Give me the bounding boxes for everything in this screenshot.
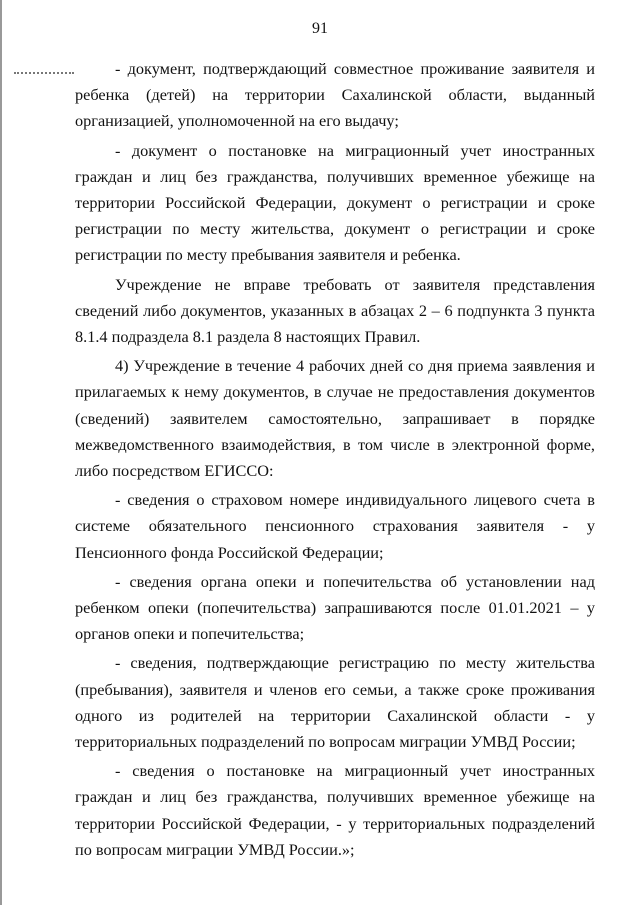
paragraph-residence-registration-info: - сведения, подтверждающие регистрацию по месту жительства (пребывания), заявителя и членов его семьи, а также сроке проживания одного из родителей на территории Сахалинской области - у территориальных подразделений по вопросам миграции УМВД России;	[75, 653, 595, 752]
document-body	[75, 56, 595, 863]
scan-artifact-dots	[14, 72, 74, 76]
paragraph-guardianship-info: - сведения органа опеки и попечительства об установлении над ребенком опеки (попечительства) запрашиваются после 01.01.2021 – у органов опеки и попечительства;	[75, 571, 595, 644]
paragraph-migration-registration-document: - документ о постановке на миграционный учет иностранных граждан и лиц без гражданства, получивших временное убежище на территории Российской Федерации, документ о регистрации и сроке регистрации по месту жительства, документ о регистрации и сроке регистрации по месту пребывания заявителя и ребенка.	[75, 140, 595, 265]
paragraph-pension-fund-info: - сведения о страховом номере индивидуального лицевого счета в системе обязательного пенсионного страхования заявителя - у Пенсионного фонда Российской Федерации;	[75, 490, 595, 562]
paragraph-migration-registration-info: - сведения о постановке на миграционный учет иностранных граждан и лиц без гражданства, получивших временное убежище на территории Российской Федерации, - у территориальных подразделений по вопросам миграции УМВД России.»;	[75, 761, 595, 859]
paragraph-institution-restriction: Учреждение не вправе требовать от заявителя представления сведений либо документов, указанных в абзацах 2 – 6 подпункта 3 пункта 8.1.4 подраздела 8.1 раздела 8 настоящих Правил.	[75, 274, 595, 347]
page-number: 91	[312, 20, 328, 37]
paragraph-interagency-request: 4) Учреждение в течение 4 рабочих дней со дня приема заявления и прилагаемых к нему документов, в случае не предоставления документов (сведений) заявителем самостоятельно, запрашивает в порядке межведомственного взаимодействия, в том числе в электронной форме, либо посредством ЕГИССО:	[75, 356, 595, 481]
scan-edge-shadow	[0, 0, 2, 905]
paragraph-cohabitation-document: - документ, подтверждающий совместное проживание заявителя и ребенка (детей) на территории Сахалинской области, выданный организацией, уполномоченной на его выдачу;	[75, 59, 595, 131]
